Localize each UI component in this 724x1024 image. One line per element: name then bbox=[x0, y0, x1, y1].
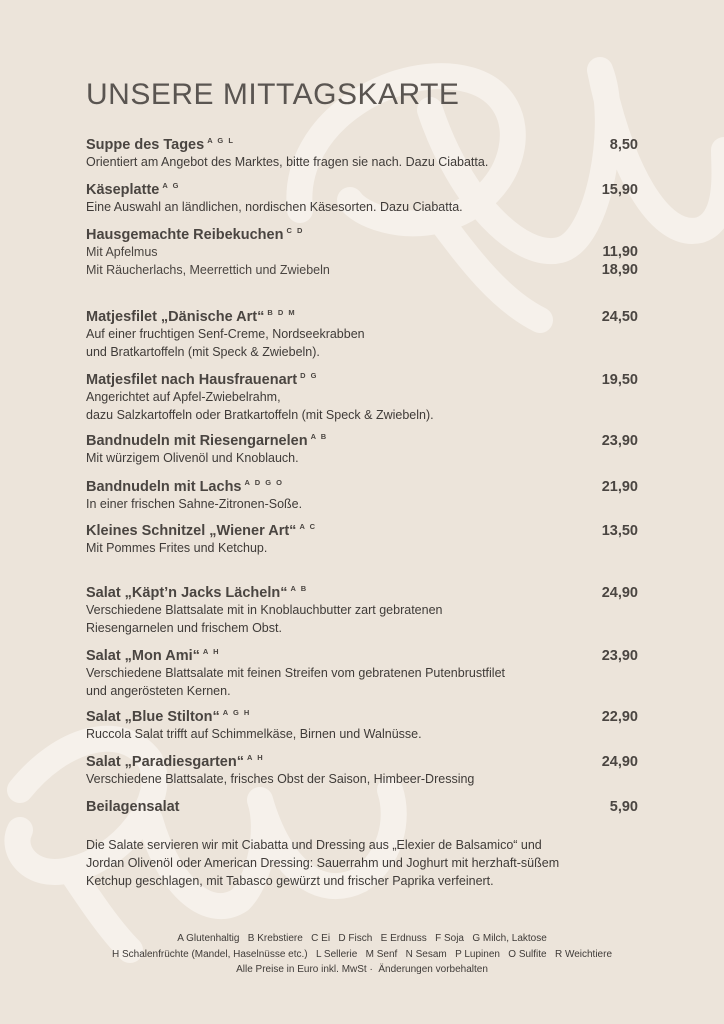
allergen-codes: A G bbox=[162, 181, 180, 190]
menu-item bbox=[86, 181, 638, 216]
item-description: Eine Auswahl an ländlichen, nordischen Käsesorten. Dazu Ciabatta. bbox=[86, 200, 463, 214]
menu-item bbox=[86, 647, 638, 700]
allergen-codes: B D M bbox=[267, 308, 297, 317]
item-price: 8,50 bbox=[609, 137, 638, 153]
item-description: dazu Salzkartoffeln oder Bratkartoffeln (mit Speck & Zwiebeln). bbox=[86, 408, 434, 422]
menu-item bbox=[86, 226, 638, 279]
menu-item bbox=[86, 522, 638, 557]
variant-label: Mit Räucherlachs, Meerrettich und Zwiebeln bbox=[86, 263, 330, 277]
item-description: Auf einer fruchtigen Senf-Creme, Nordseekrabben bbox=[86, 327, 365, 341]
item-price: 24,90 bbox=[601, 585, 638, 601]
menu-item bbox=[86, 584, 638, 637]
allergen-codes: A G L bbox=[207, 136, 235, 145]
allergen-codes: A H bbox=[202, 647, 221, 656]
item-price: 19,50 bbox=[601, 372, 638, 388]
menu-item bbox=[86, 753, 638, 788]
allergen-codes: A H bbox=[246, 753, 265, 762]
item-description: und Bratkartoffeln (mit Speck & Zwiebeln). bbox=[86, 345, 320, 359]
item-price: 21,90 bbox=[601, 479, 638, 495]
item-name: Käseplatte $^{A G}$ bbox=[86, 181, 180, 198]
item-price: 22,90 bbox=[601, 709, 638, 725]
item-name: Bandnudeln mit Lachs $^{A D G O}$ bbox=[86, 478, 284, 495]
item-name: Matjesfilet nach Hausfrauenart $^{D G}$ bbox=[86, 371, 318, 388]
allergen-codes: D G bbox=[300, 371, 318, 380]
item-price: 23,90 bbox=[601, 648, 638, 664]
menu-item bbox=[86, 799, 638, 815]
item-description: Ruccola Salat trifft auf Schimmelkäse, Birnen und Walnüsse. bbox=[86, 727, 422, 741]
item-price: 23,90 bbox=[601, 433, 638, 449]
legend-line: H Schalenfrüchte (Mandel, Haselnüsse etc.) L Sellerie M Senf N Sesam P Lupinen O Sulfite R Weichtiere bbox=[111, 948, 613, 960]
allergen-codes: A C bbox=[299, 522, 317, 531]
legend-line: A Glutenhaltig B Krebstiere C Ei D Fisch E Erdnuss F Soja G Milch, Laktose bbox=[177, 933, 547, 944]
item-description: Mit würzigem Olivenöl und Knoblauch. bbox=[86, 451, 299, 465]
item-name: Bandnudeln mit Riesengarnelen $^{A B}$ bbox=[86, 432, 328, 449]
allergen-legend bbox=[0, 931, 724, 978]
item-description: Mit Pommes Frites und Ketchup. bbox=[86, 541, 268, 555]
menu-item bbox=[86, 432, 638, 467]
item-variant bbox=[86, 261, 638, 279]
variant-price: 11,90 bbox=[602, 244, 638, 260]
item-price: 13,50 bbox=[601, 523, 638, 539]
allergen-codes: A G H bbox=[222, 708, 251, 717]
allergen-codes: A B bbox=[310, 432, 328, 441]
item-description: Angerichtet auf Apfel-Zwiebelrahm, bbox=[86, 390, 281, 404]
menu-item bbox=[86, 708, 638, 743]
allergen-codes: C D bbox=[286, 226, 304, 235]
item-description: Verschiedene Blattsalate mit feinen Streifen vom gebratenen Putenbrustfilet bbox=[86, 666, 506, 680]
item-name: Salat „Paradiesgarten“ $^{A H}$ bbox=[86, 753, 265, 770]
menu-item bbox=[86, 308, 638, 361]
item-variant bbox=[86, 243, 638, 261]
variant-label: Mit Apfelmus bbox=[86, 245, 158, 259]
allergen-codes: A D G O bbox=[244, 478, 284, 487]
menu-item bbox=[86, 136, 638, 171]
item-price: 5,90 bbox=[609, 799, 638, 815]
item-description: Verschiedene Blattsalate mit in Knoblauchbutter zart gebratenen bbox=[86, 603, 443, 617]
price-disclaimer: Alle Preise in Euro inkl. MwSt · Änderungen vorbehalten bbox=[236, 964, 488, 975]
item-description: Orientiert am Angebot des Marktes, bitte fragen sie nach. Dazu Ciabatta. bbox=[86, 155, 489, 169]
menu-item bbox=[86, 478, 638, 513]
item-price: 24,90 bbox=[601, 754, 638, 770]
item-name: Hausgemachte Reibekuchen $^{C D}$ bbox=[86, 226, 304, 243]
page-title: UNSERE MITTAGSKARTE bbox=[86, 78, 460, 111]
salad-dressing-note: Die Salate servieren wir mit Ciabatta und Dressing aus „Elexier de Balsamico“ und Jordan Olivenöl oder American Dressing: Sauerrahm und Joghurt mit herzhaft-süßem Ketchup geschlagen, mit Tabasco gewürzt und frischer Paprika verfeinert. bbox=[86, 838, 560, 888]
menu-item bbox=[86, 371, 638, 424]
item-name: Salat „Blue Stilton“ $^{A G H}$ bbox=[86, 708, 251, 725]
item-name: Beilagensalat bbox=[86, 799, 180, 815]
item-description: und angerösteten Kernen. bbox=[86, 684, 231, 698]
item-name: Suppe des Tages $^{A G L}$ bbox=[86, 136, 235, 153]
item-name: Kleines Schnitzel „Wiener Art“ $^{A C}$ bbox=[86, 522, 317, 539]
variant-price: 18,90 bbox=[601, 262, 638, 278]
item-description: Riesengarnelen und frischem Obst. bbox=[86, 621, 282, 635]
item-name: Matjesfilet „Dänische Art“ $^{B D M}$ bbox=[86, 308, 297, 325]
item-description: Verschiedene Blattsalate, frisches Obst der Saison, Himbeer-Dressing bbox=[86, 772, 475, 786]
allergen-codes: A B bbox=[290, 584, 308, 593]
item-price: 15,90 bbox=[601, 182, 638, 198]
item-name: Salat „Käpt’n Jacks Lächeln“ $^{A B}$ bbox=[86, 584, 308, 601]
item-name: Salat „Mon Ami“ $^{A H}$ bbox=[86, 647, 221, 664]
item-price: 24,50 bbox=[601, 309, 638, 325]
item-description: In einer frischen Sahne-Zitronen-Soße. bbox=[86, 497, 303, 511]
